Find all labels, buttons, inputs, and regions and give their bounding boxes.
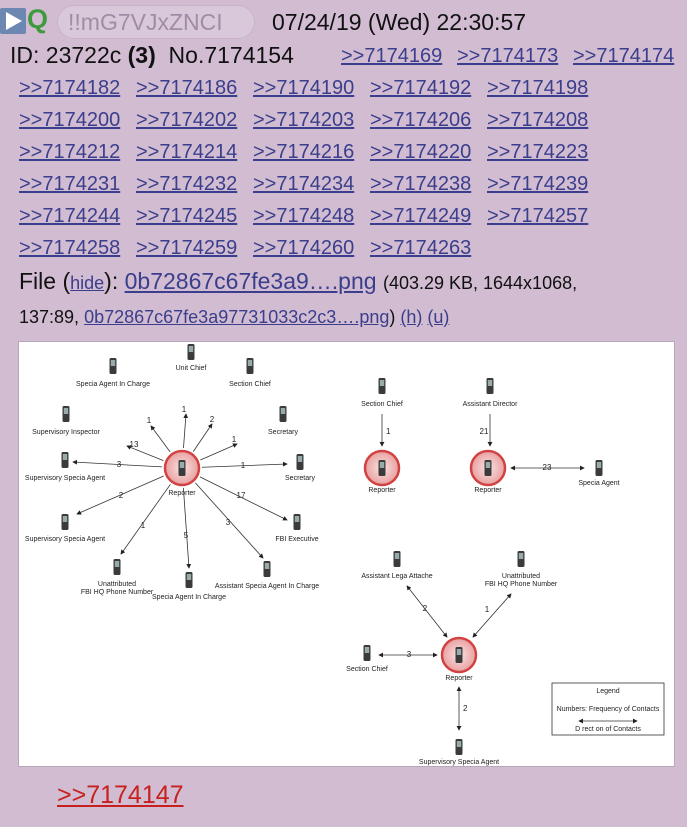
phone-screen [380, 462, 384, 468]
reply-link[interactable]: >>7174203 [253, 109, 355, 131]
reply-link[interactable]: >>7174208 [487, 109, 589, 131]
post-datetime: 07/24/19 (Wed) 22:30:57 [272, 9, 527, 35]
contact-diagram [19, 342, 675, 767]
file-ratio: 137:89, [19, 307, 80, 327]
reply-link[interactable]: >>7174169 [341, 45, 443, 67]
legend-line: D rect on of Contacts [575, 726, 641, 733]
contact-count: 23 [542, 463, 552, 472]
phone-screen [180, 462, 184, 468]
node-label: FBI HQ Phone Number [484, 581, 558, 588]
contact-edge [473, 594, 511, 637]
node-label: Assistant Lega Attache [361, 573, 433, 580]
node-label: Unattributed [97, 581, 137, 588]
reply-link[interactable]: >>7174182 [19, 77, 121, 99]
post-number[interactable]: No.7174154 [168, 42, 294, 68]
file-info-line-2 [19, 307, 449, 328]
node-label: Specia Agent In Charge [152, 594, 226, 601]
reporter-label: Reporter [168, 490, 196, 497]
phone-screen [64, 408, 68, 414]
file-prefix: File ( [19, 268, 71, 294]
contact-count: 2 [118, 491, 124, 500]
tripcode: !!mG7VJxZNCI [68, 9, 223, 35]
file-h-link[interactable]: (h) [400, 307, 423, 327]
node-label: Section Chief [346, 666, 388, 673]
post-id-line [10, 42, 294, 69]
phone-screen [519, 553, 523, 559]
node-label: Section Chief [229, 381, 271, 388]
contact-count: 17 [236, 491, 246, 500]
reporter-label: Reporter [474, 487, 502, 494]
contact-count: 2 [463, 704, 468, 713]
reply-link[interactable]: >>7174257 [487, 205, 589, 227]
q-logo-icon: Q [27, 4, 49, 34]
node-label: FBI HQ Phone Number [80, 589, 154, 596]
legend-line: Numbers: Frequency of Contacts [556, 706, 660, 713]
node-label: Unattributed [501, 573, 541, 580]
post-id: ID: 23722c [10, 42, 122, 68]
phone-screen [189, 346, 193, 352]
contact-edge [118, 484, 170, 554]
contact-count: 1 [484, 605, 490, 614]
node-label: FBI Executive [275, 536, 319, 543]
phone-screen [457, 649, 461, 655]
file-close-paren: ) [389, 307, 396, 327]
reply-link[interactable]: >>7174202 [136, 109, 238, 131]
node-label: Supervisory Inspector [32, 429, 100, 436]
node-label: Supervisory Specia Agent [418, 759, 500, 766]
phone-screen [380, 380, 384, 386]
reply-link[interactable]: >>7174245 [136, 205, 238, 227]
node-label: Assistant Director [462, 401, 518, 408]
contact-edge [151, 426, 170, 452]
attached-image[interactable] [18, 341, 675, 767]
contact-edge [183, 414, 186, 448]
node-label: Secretary [268, 429, 298, 436]
reply-link[interactable]: >>7174192 [370, 77, 472, 99]
contact-count: 3 [225, 518, 231, 527]
quote-link[interactable]: >>7174147 [57, 781, 184, 809]
node-label: Supervisory Specia Agent [24, 475, 106, 482]
phone-screen [457, 741, 461, 747]
reporter-label: Reporter [368, 487, 396, 494]
reply-link[interactable]: >>7174200 [19, 109, 121, 131]
reply-link[interactable]: >>7174232 [136, 173, 238, 195]
contact-count: 3 [406, 650, 412, 659]
reply-link[interactable]: >>7174206 [370, 109, 472, 131]
reply-link[interactable]: >>7174260 [253, 237, 355, 259]
reply-link[interactable]: >>7174173 [457, 45, 559, 67]
phone-screen [63, 454, 67, 460]
contact-edge [193, 424, 212, 451]
contact-count: 1 [146, 416, 152, 425]
phone-screen [488, 380, 492, 386]
play-icon[interactable] [0, 8, 26, 34]
reply-link[interactable]: >>7174263 [370, 237, 472, 259]
phone-screen [365, 647, 369, 653]
node-label: Unit Chief [175, 365, 207, 372]
node-label: Supervisory Specia Agent [24, 536, 106, 543]
contact-count: 1 [181, 405, 187, 414]
phone-screen [395, 553, 399, 559]
contact-count: 2 [209, 415, 215, 424]
node-label: Assistant Specia Agent In Charge [214, 583, 320, 590]
contact-count: 1 [386, 427, 391, 436]
reply-link[interactable]: >>7174238 [370, 173, 472, 195]
reply-link[interactable]: >>7174190 [253, 77, 355, 99]
phone-screen [597, 462, 601, 468]
contact-edge [200, 444, 237, 460]
phone-screen [248, 360, 252, 366]
reply-link[interactable]: >>7174174 [573, 45, 675, 67]
node-label: Specia Agent In Charge [76, 381, 150, 388]
phone-screen [298, 456, 302, 462]
reply-link[interactable]: >>7174259 [136, 237, 238, 259]
reply-link[interactable]: >>7174248 [253, 205, 355, 227]
phone-screen [265, 563, 269, 569]
file-u-link[interactable]: (u) [427, 307, 450, 327]
post-id-count: (3) [127, 42, 156, 68]
contact-count: 5 [183, 531, 189, 540]
file-name-link[interactable]: 0b72867c67fe3a9….png [124, 268, 377, 294]
node-label: Section Chief [361, 401, 403, 408]
reply-link[interactable]: >>7174244 [19, 205, 121, 227]
reply-link[interactable]: >>7174220 [370, 141, 472, 163]
file-fullname-link[interactable]: 0b72867c67fe3a97731033c2c3….png [84, 307, 390, 327]
reply-link[interactable]: >>7174258 [19, 237, 121, 259]
phone-screen [115, 561, 119, 567]
hide-link[interactable]: hide [70, 273, 105, 293]
reporter-label: Reporter [445, 675, 473, 682]
contact-count: 1 [240, 461, 246, 470]
reply-link[interactable]: >>7174223 [487, 141, 589, 163]
contact-count: 3 [116, 460, 122, 469]
legend-title: Legend [596, 688, 620, 695]
phone-screen [63, 516, 67, 522]
reply-link[interactable]: >>7174216 [253, 141, 355, 163]
contact-count: 1 [231, 435, 237, 444]
phone-screen [486, 462, 490, 468]
contact-edge [183, 488, 189, 568]
file-separator: ): [104, 268, 125, 294]
file-meta: (403.29 KB, 1644x1068, [382, 273, 578, 293]
reply-link[interactable]: >>7174249 [370, 205, 472, 227]
node-label: Secretary [285, 475, 315, 482]
contact-count: 1 [140, 521, 146, 530]
reply-link[interactable]: >>7174212 [19, 141, 121, 163]
reply-link[interactable]: >>7174234 [253, 173, 355, 195]
contact-count: 21 [479, 427, 489, 436]
reply-link[interactable]: >>7174231 [19, 173, 121, 195]
reply-link[interactable]: >>7174239 [487, 173, 589, 195]
phone-screen [187, 574, 191, 580]
file-info-line [19, 268, 577, 295]
phone-screen [295, 516, 299, 522]
contact-count: 2 [422, 604, 428, 613]
contact-count: 13 [129, 440, 139, 449]
node-label: Specia Agent [578, 480, 620, 487]
reply-link[interactable]: >>7174186 [136, 77, 238, 99]
phone-screen [281, 408, 285, 414]
phone-screen [111, 360, 115, 366]
reply-link[interactable]: >>7174214 [136, 141, 238, 163]
reply-link[interactable]: >>7174198 [487, 77, 589, 99]
